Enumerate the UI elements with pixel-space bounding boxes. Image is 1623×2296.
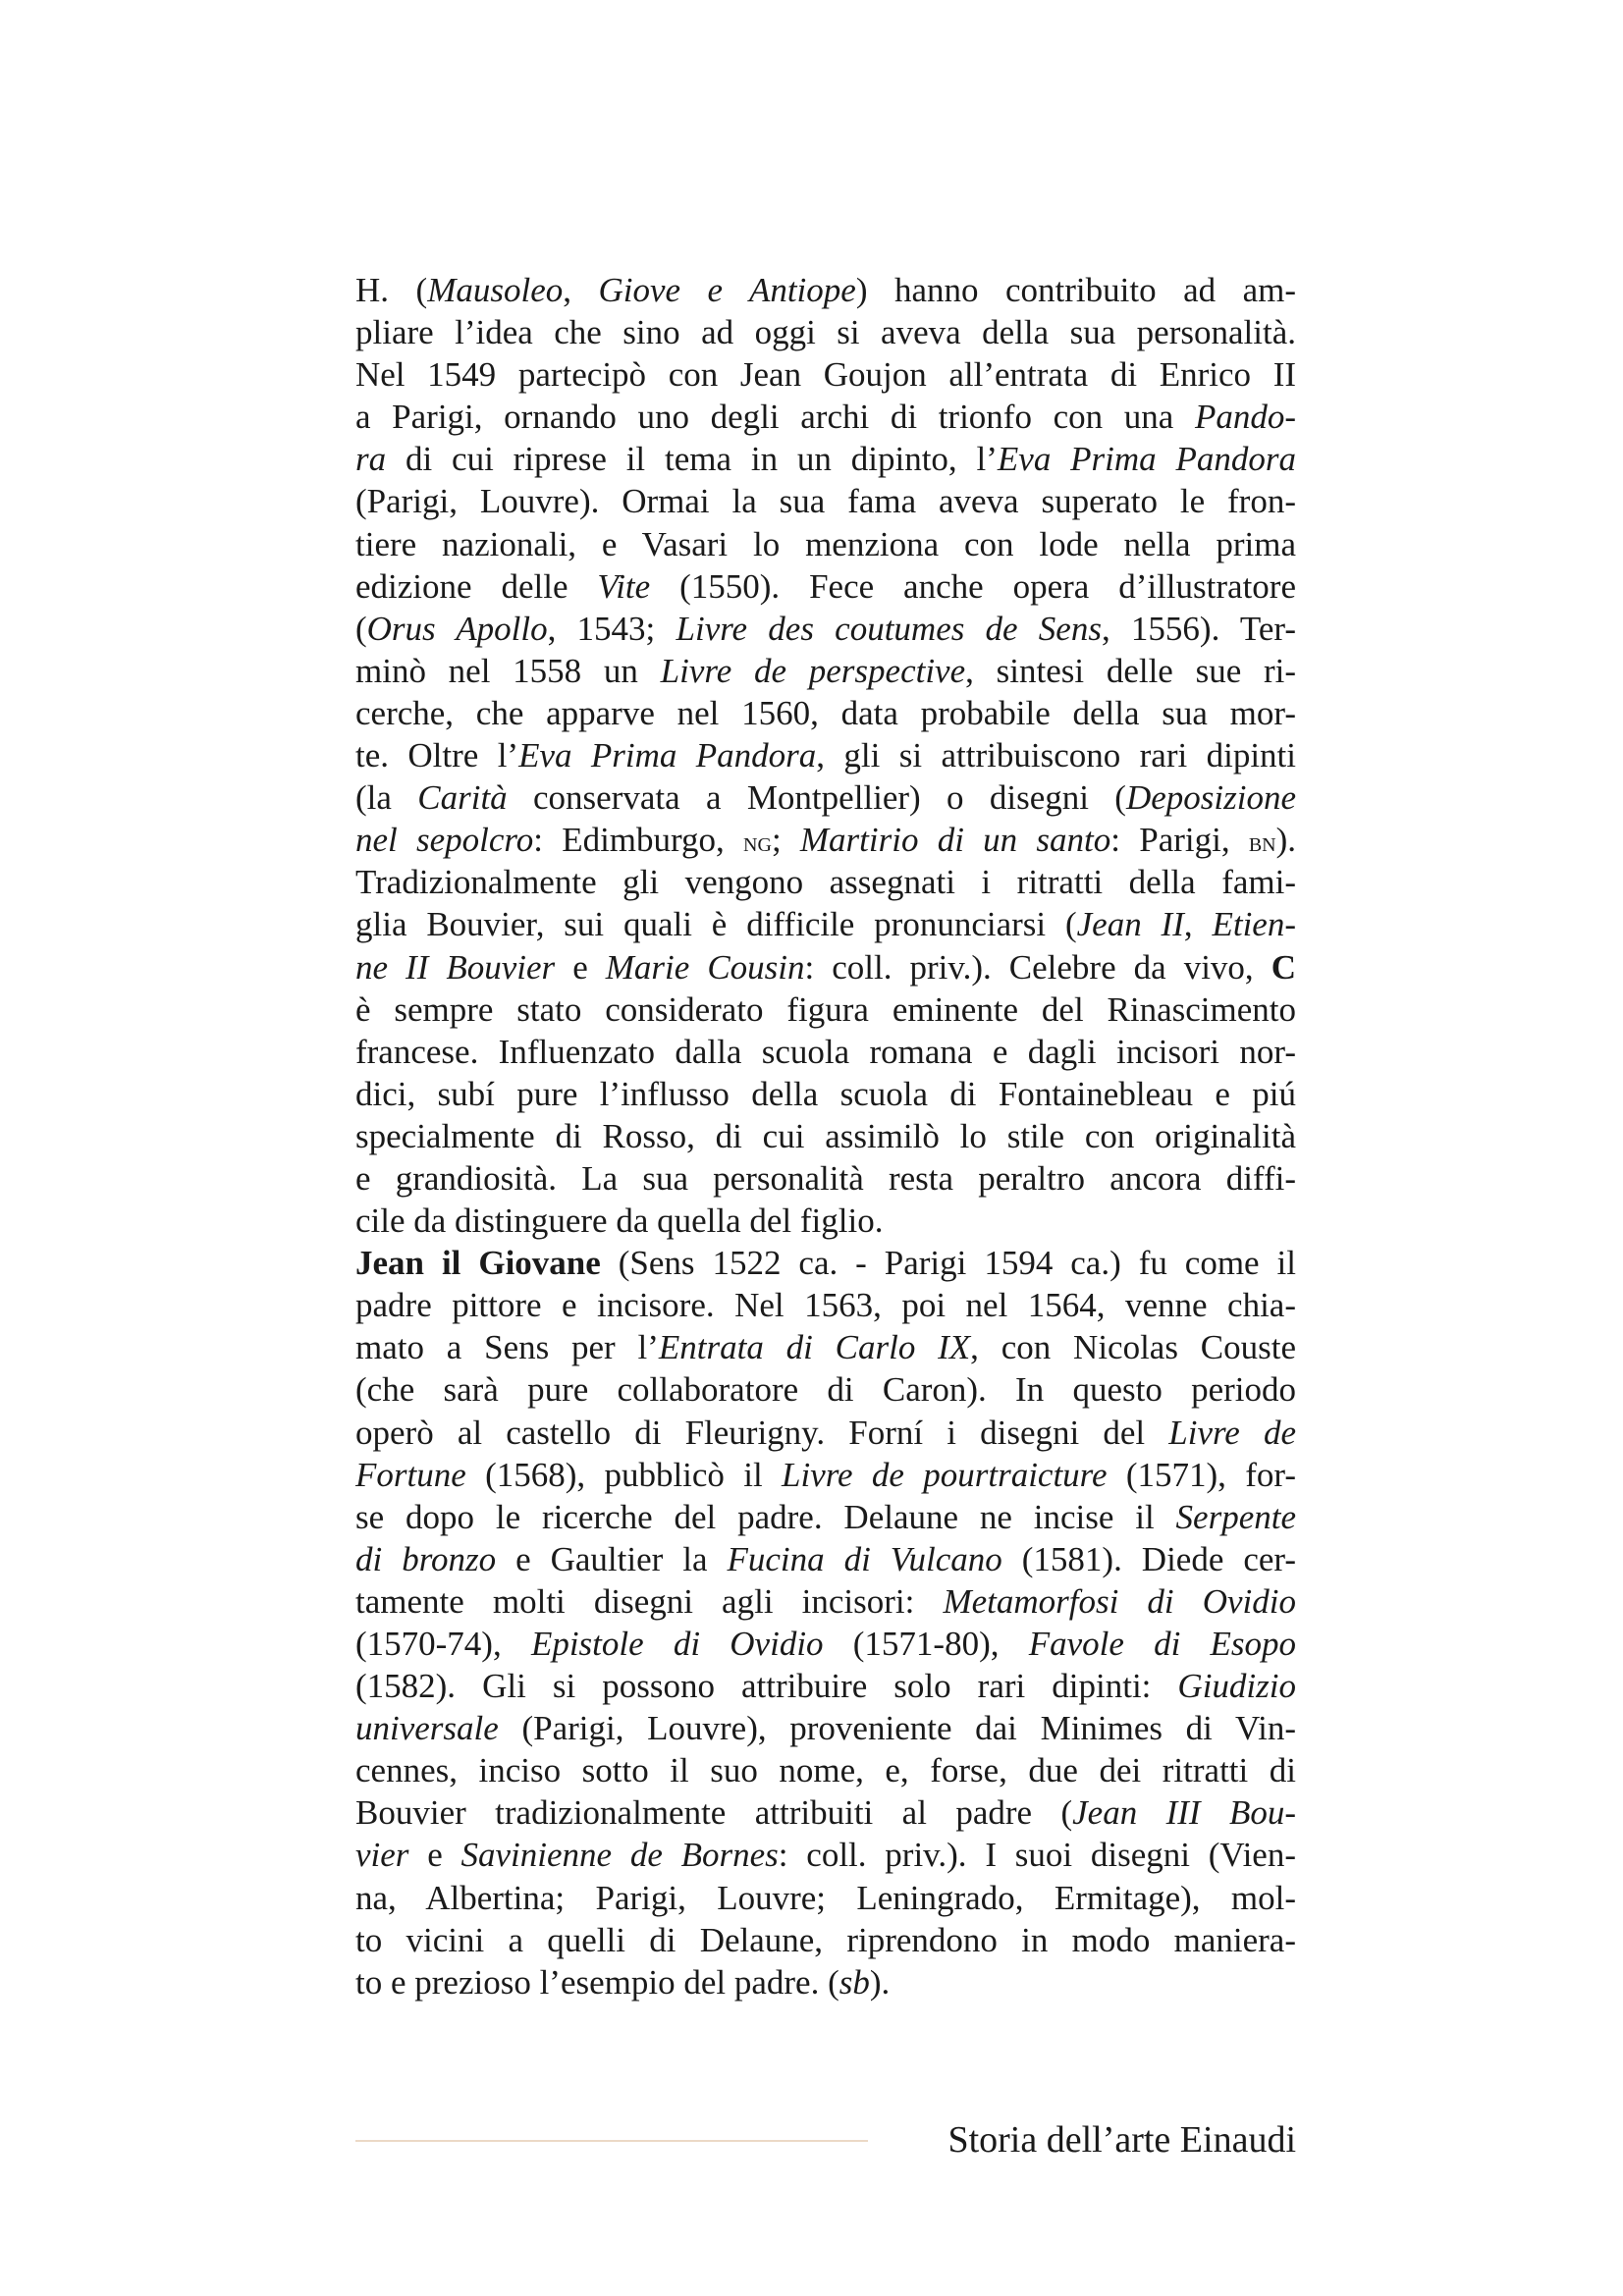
text-run: (1582). Gli si possono attribuire solo rari dipinti: <box>355 1667 1178 1706</box>
text-run: cile da distinguere da quella del figlio. <box>355 1201 884 1241</box>
text-run: dici, subí pure l’influsso della scuola di Fontainebleau e piú <box>355 1074 1296 1113</box>
text-run: specialmente di Rosso, di cui assimilò lo stile con originalità <box>355 1116 1296 1155</box>
text-line <box>355 1454 1296 1496</box>
text-line <box>355 1412 1296 1454</box>
text-run: Tradizionalmente gli vengono assegnati i ritratti della fami- <box>355 863 1296 902</box>
text-run: ; <box>771 821 800 860</box>
text-line <box>355 1791 1296 1834</box>
text-run: , 1543; <box>547 609 676 648</box>
text-line <box>355 1707 1296 1749</box>
text-line <box>355 819 1296 861</box>
italic-title: di bronzo <box>355 1539 497 1578</box>
text-line <box>355 946 1296 988</box>
text-line <box>355 353 1296 396</box>
abbreviation: ng <box>743 827 772 859</box>
page-footer <box>355 2110 1296 2169</box>
text-line <box>355 734 1296 776</box>
text-run: padre pittore e incisore. Nel 1563, poi nel 1564, venne chia- <box>355 1286 1296 1325</box>
text-run: cennes, inciso sotto il suo nome, e, forse, due dei ritratti di <box>355 1751 1296 1790</box>
bold-name: C <box>1271 947 1296 987</box>
article-body <box>355 269 1296 2003</box>
text-run: (1571), for- <box>1107 1455 1296 1494</box>
text-run: , sintesi delle sue ri- <box>965 651 1297 690</box>
italic-title: Savinienne de Bornes <box>460 1836 779 1875</box>
italic-title: Epistole di Ovidio <box>530 1625 824 1663</box>
text-line <box>355 1580 1296 1623</box>
text-run: ). <box>1275 821 1297 860</box>
text-line <box>355 1115 1296 1157</box>
text-line <box>355 438 1296 480</box>
footer-publication-title: Storia dell’arte Einaudi <box>947 2119 1296 2161</box>
italic-title: Fortune <box>355 1455 466 1494</box>
text-line <box>355 396 1296 438</box>
text-line <box>355 650 1296 692</box>
italic-title: Mausoleo <box>427 271 564 309</box>
text-run: to vicini a quelli di Delaune, riprendono in modo maniera- <box>355 1920 1296 1959</box>
text-run: (la <box>355 778 418 818</box>
italic-title: Carità <box>417 778 508 818</box>
italic-title: Jean III Bou- <box>1072 1793 1296 1833</box>
italic-title: Serpente <box>1175 1497 1296 1536</box>
text-run: francese. Influenzato dalla scuola romana e dagli incisori nor- <box>355 1032 1296 1071</box>
text-run: na, Albertina; Parigi, Louvre; Leningrado, Ermitage), mol- <box>355 1878 1296 1917</box>
text-run: (che sarà pure collaboratore di Caron). In questo periodo <box>355 1370 1296 1410</box>
text-run: pliare l’idea che sino ad oggi si aveva della sua personalità. <box>355 313 1296 352</box>
text-run: e Gaultier la <box>496 1539 728 1578</box>
text-line <box>355 1919 1296 1961</box>
text-run: te. Oltre l’ <box>355 736 519 775</box>
text-run: (1571-80), <box>823 1625 1029 1663</box>
italic-title: Marie Cousin <box>605 947 805 987</box>
text-run: (1570-74), <box>355 1625 531 1663</box>
text-line <box>355 1284 1296 1326</box>
italic-title: Livre des coutumes de Sens <box>676 609 1102 648</box>
footer-rule <box>355 2140 868 2142</box>
abbreviation: bn <box>1248 827 1276 859</box>
text-line <box>355 1665 1296 1707</box>
text-line <box>355 1834 1296 1876</box>
text-line <box>355 269 1296 311</box>
italic-title: Metamorfosi di Ovidio <box>943 1581 1296 1621</box>
italic-title: Favole di Esopo <box>1028 1625 1296 1663</box>
text-line <box>355 565 1296 608</box>
italic-title: Etien- <box>1212 905 1297 944</box>
text-run: : coll. priv.). Celebre da vivo, <box>804 947 1271 987</box>
text-run: , <box>563 271 599 309</box>
text-run: operò al castello di Fleurigny. Forní i disegni del <box>355 1413 1169 1452</box>
text-line <box>355 692 1296 734</box>
text-line <box>355 1877 1296 1919</box>
text-run: a Parigi, ornando uno degli archi di trionfo con una <box>355 398 1195 437</box>
text-line <box>355 1496 1296 1538</box>
text-run: to e prezioso l’esempio del padre. ( <box>355 1962 839 2002</box>
text-run: conservata a Montpellier) o disegni ( <box>507 778 1126 818</box>
text-run: (1581). Diede cer- <box>1001 1539 1297 1578</box>
text-run: H. ( <box>355 271 428 309</box>
text-run: , con Nicolas Couste <box>970 1328 1296 1367</box>
text-run: (Parigi, Louvre). Ormai la sua fama aveva superato le fron- <box>355 482 1296 521</box>
text-run: ( <box>355 609 367 648</box>
italic-title: Giudizio <box>1177 1667 1296 1706</box>
text-run: di cui riprese il tema in un dipinto, l’ <box>386 440 998 479</box>
italic-title: Livre de <box>1168 1413 1296 1452</box>
bold-name: Jean il Giovane <box>355 1244 601 1283</box>
text-line <box>355 1368 1296 1411</box>
italic-title: Martirio di un santo <box>799 821 1111 860</box>
text-run: (Parigi, Louvre), proveniente dai Minimes di Vin- <box>498 1709 1296 1748</box>
text-run: cerche, che apparve nel 1560, data probabile della sua mor- <box>355 693 1296 732</box>
text-line <box>355 1749 1296 1791</box>
italic-title: Fucina di Vulcano <box>727 1539 1002 1578</box>
text-run: Nel 1549 partecipò con Jean Goujon all’entrata di Enrico II <box>355 355 1296 395</box>
italic-title: sb <box>839 1962 870 2002</box>
text-run: : Parigi, <box>1110 821 1249 860</box>
text-line <box>355 523 1296 565</box>
text-run: (1568), pubblicò il <box>465 1455 782 1494</box>
italic-title: nel sepolcro <box>355 821 534 860</box>
italic-title: Jean II <box>1076 905 1184 944</box>
italic-title: universale <box>355 1709 499 1748</box>
text-line <box>355 1961 1296 2003</box>
text-line <box>355 608 1296 650</box>
text-line <box>355 1157 1296 1200</box>
text-run: e <box>555 947 606 987</box>
text-run: minò nel 1558 un <box>355 651 661 690</box>
italic-title: ra <box>355 440 387 479</box>
text-run: (1550). Fece anche opera d’illustratore <box>650 566 1296 606</box>
italic-title: vier <box>355 1836 409 1875</box>
text-line <box>355 903 1296 945</box>
text-run: tiere nazionali, e Vasari lo menziona con lode nella prima <box>355 524 1296 563</box>
text-run: mato a Sens per l’ <box>355 1328 659 1367</box>
text-run: , <box>1183 905 1213 944</box>
text-run: se dopo le ricerche del padre. Delaune ne incise il <box>355 1497 1176 1536</box>
text-line <box>355 1326 1296 1368</box>
italic-title: ne II Bouvier <box>355 947 556 987</box>
text-run: , 1556). Ter- <box>1101 609 1296 648</box>
text-run: : Edimburgo, <box>533 821 744 860</box>
text-line <box>355 1538 1296 1580</box>
text-run: : coll. priv.). I suoi disegni (Vien- <box>778 1836 1296 1875</box>
italic-title: Giove e Antiope <box>598 271 856 309</box>
italic-title: Vite <box>597 566 651 606</box>
text-line <box>355 861 1296 903</box>
text-line <box>355 988 1296 1031</box>
text-line <box>355 776 1296 819</box>
text-run: ) hanno contribuito ad am- <box>855 271 1297 309</box>
text-run: (Sens 1522 ca. - Parigi 1594 ca.) fu come il <box>600 1244 1296 1283</box>
text-run: è sempre stato considerato figura eminente del Rinascimento <box>355 989 1296 1029</box>
text-line <box>355 1623 1296 1665</box>
text-line <box>355 1031 1296 1073</box>
italic-title: Deposizione <box>1125 778 1296 818</box>
text-line <box>355 1242 1296 1284</box>
italic-title: Orus Apollo <box>366 609 548 648</box>
text-line <box>355 1073 1296 1115</box>
italic-title: Eva Prima Pandora <box>997 440 1297 479</box>
text-run: glia Bouvier, sui quali è difficile pronunciarsi ( <box>355 905 1077 944</box>
italic-title: Pando- <box>1194 398 1296 437</box>
italic-title: Eva Prima Pandora <box>518 736 817 775</box>
text-run: , gli si attribuiscono rari dipinti <box>816 736 1296 775</box>
text-run: e grandiosità. La sua personalità resta peraltro ancora diffi- <box>355 1158 1296 1198</box>
text-line <box>355 311 1296 353</box>
text-run: e <box>408 1836 461 1875</box>
text-run: edizione delle <box>355 566 598 606</box>
italic-title: Livre de perspective <box>660 651 966 690</box>
text-run: ). <box>869 1962 891 2002</box>
italic-title: Entrata di Carlo IX <box>658 1328 971 1367</box>
text-run: tamente molti disegni agli incisori: <box>355 1581 944 1621</box>
text-line <box>355 480 1296 522</box>
text-line <box>355 1200 1296 1242</box>
italic-title: Livre de pourtraicture <box>782 1455 1108 1494</box>
text-run: Bouvier tradizionalmente attribuiti al padre ( <box>355 1793 1073 1833</box>
